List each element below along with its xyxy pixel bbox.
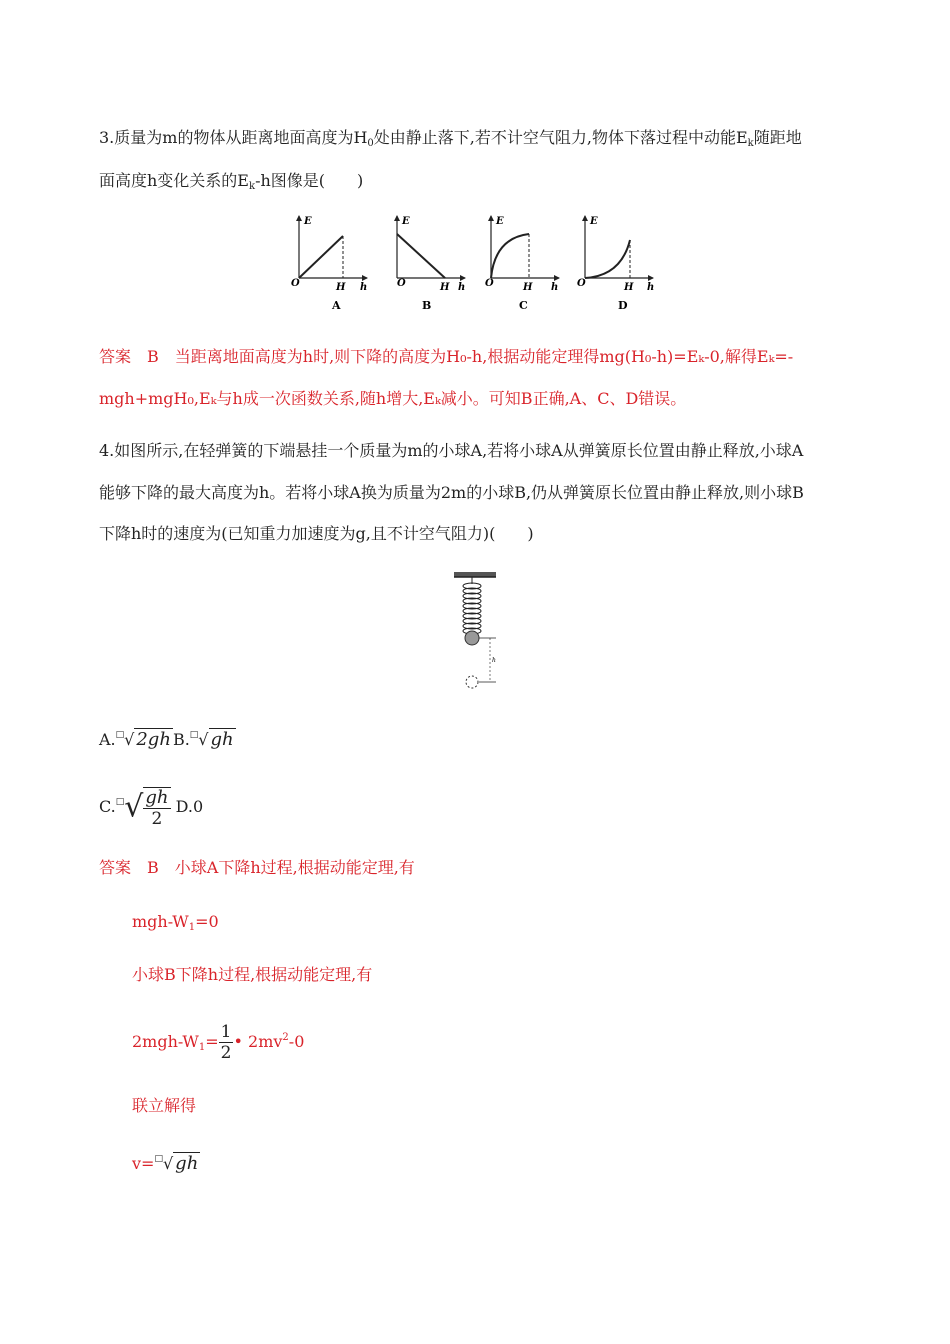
graph-d-label: D: [618, 299, 628, 312]
svg-text:h: h: [458, 282, 466, 293]
height-label: h: [492, 657, 496, 664]
q4-line-1: 4.如图所示,在轻弹簧的下端悬挂一个质量为m的小球A,若将小球A从弹簧原长位置由静止释放,小球A: [99, 441, 804, 460]
spring-figure: [450, 570, 510, 690]
q3-graphs-figure: [285, 208, 665, 316]
q4-eq-2: $2mgh-W_1=$ $\frac{1}{2}$ • $2mv^2-0$: [132, 1022, 305, 1063]
svg-text:E: E: [496, 216, 504, 227]
q4-step-2: 小球B下降h过程,根据动能定理,有: [132, 965, 373, 984]
q4-options-cd: C.□√ $\frac{gh}{2}$ D.0: [99, 786, 204, 829]
svg-text:H: H: [523, 282, 533, 293]
svg-text:h: h: [647, 282, 655, 293]
graph-b: [397, 216, 465, 312]
q3-line-1: 3.质量为m的物体从距离地面高度为$H_0$处由静止落下,若不计空气阻力,物体下落过程中动能$E_k$随距地: [99, 128, 802, 149]
graph-c-label: C: [519, 299, 528, 312]
svg-text:h: h: [360, 282, 368, 293]
q3-answer-line-1: 答案 B 当距离地面高度为h时,则下降的高度为H₀-h,根据动能定理得mg(H₀-h)=Eₖ-0,解得Eₖ=-: [99, 347, 794, 366]
svg-text:H: H: [624, 282, 634, 293]
q3-answer-line-2: mgh+mgH₀,Eₖ与h成一次函数关系,随h增大,Eₖ减小。可知B正确,A、C、D错误。: [99, 389, 687, 408]
ball-a: [465, 631, 479, 645]
q4-answer-head: 答案 B 小球A下降h过程,根据动能定理,有: [99, 858, 415, 877]
graph-a: [291, 216, 367, 312]
svg-text:h: h: [551, 282, 559, 293]
graph-c: [485, 216, 559, 312]
q4-line-2: 能够下降的最大高度为h。若将小球A换为质量为2m的小球B,仍从弹簧原长位置由静止释放,则小球B: [99, 483, 804, 502]
q4-options-ab: A.□√ 2gh B.□√ gh: [99, 729, 234, 750]
graph-a-ylabel: E: [304, 216, 312, 227]
q3-line-2: 面高度h变化关系的$E_k-h$图像是( ): [99, 171, 364, 192]
q4-step-3: 联立解得: [132, 1096, 197, 1115]
svg-text:O: O: [577, 278, 586, 289]
graph-b-label: B: [422, 299, 432, 312]
q4-line-3: 下降h时的速度为(已知重力加速度为g,且不计空气阻力)( ): [99, 524, 534, 543]
svg-text:O: O: [291, 278, 300, 289]
svg-text:E: E: [402, 216, 410, 227]
graph-d: [577, 216, 654, 312]
svg-text:E: E: [590, 216, 598, 227]
q4-eq-3: v=□√ gh: [132, 1153, 199, 1174]
svg-text:H: H: [440, 282, 450, 293]
ball-lowest-position: [466, 676, 478, 688]
svg-text:H: H: [336, 282, 346, 293]
graph-a-label: A: [332, 299, 341, 312]
svg-text:O: O: [485, 278, 494, 289]
q4-eq-1: mgh-$W_1=0$: [132, 912, 219, 933]
svg-text:O: O: [397, 278, 406, 289]
